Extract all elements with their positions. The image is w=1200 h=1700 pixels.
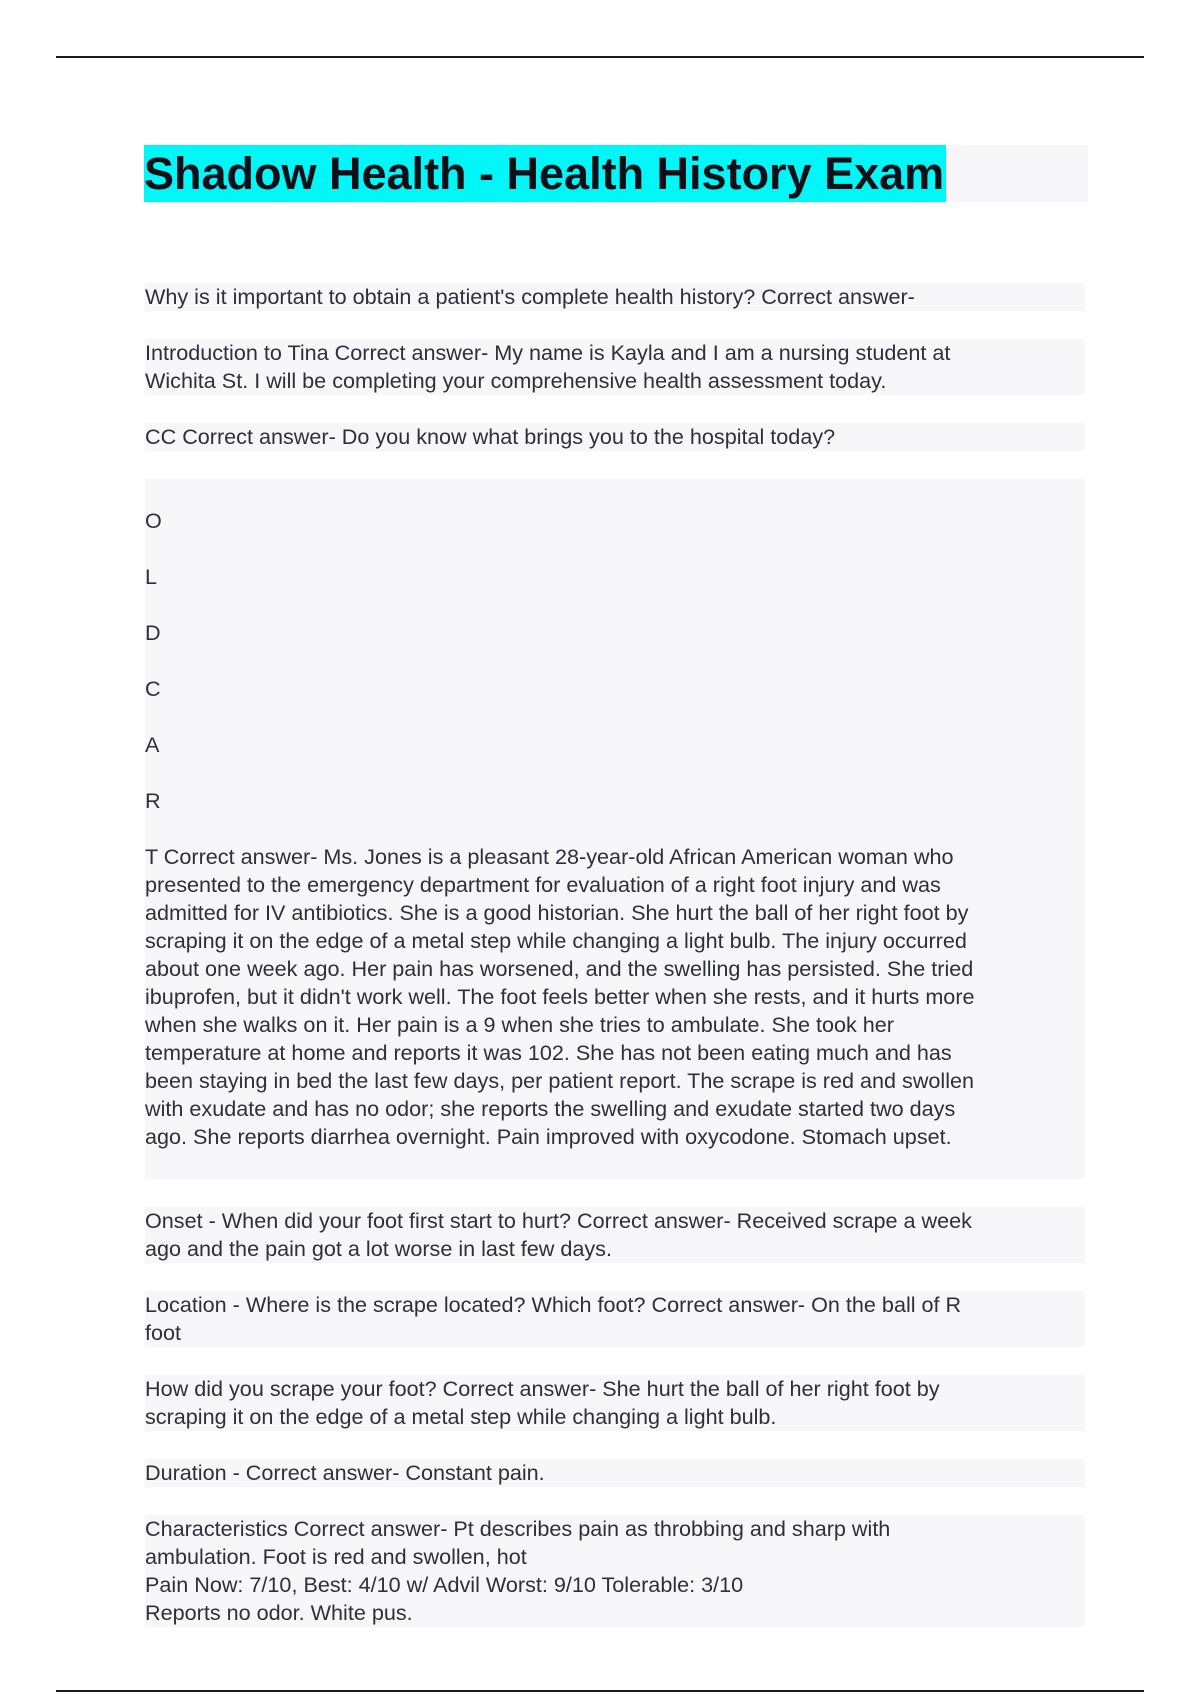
paragraph-duration: Duration - Correct answer- Constant pain. bbox=[145, 1459, 1085, 1487]
oldcart-letter-c: C bbox=[145, 676, 161, 701]
oldcart-letter-d: D bbox=[145, 620, 161, 645]
paragraph-onset: Onset - When did your foot first start to hurt? Correct answer- Received scrape a week ago and the pain got a lot worse in last few days. bbox=[145, 1207, 1085, 1263]
characteristics-odor-pus: Reports no odor. White pus. bbox=[145, 1600, 413, 1625]
paragraph-characteristics bbox=[145, 1515, 1085, 1627]
oldcart-letter-r: R bbox=[145, 788, 161, 813]
characteristics-description: Characteristics Correct answer- Pt describes pain as throbbing and sharp with ambulation. Foot is red and swollen, hot bbox=[145, 1516, 891, 1569]
paragraph-how-scraped: How did you scrape your foot? Correct answer- She hurt the ball of her right foot by scraping it on the edge of a metal step while changing a light bulb. bbox=[145, 1375, 1085, 1431]
bottom-rule bbox=[56, 1690, 1144, 1692]
characteristics-pain-scale: Pain Now: 7/10, Best: 4/10 w/ Advil Worst: 9/10 Tolerable: 3/10 bbox=[145, 1572, 744, 1597]
oldcart-block bbox=[145, 479, 1085, 1179]
top-rule bbox=[56, 56, 1144, 58]
oldcart-answer: T Correct answer- Ms. Jones is a pleasant 28-year-old African American woman who presented to the emergency department for evaluation of a right foot injury and was admitted for IV antibiotics. She is a good historian. She hurt the ball of her right foot by scraping it on the edge of a metal step while changing a light bulb. The injury occurred about one week ago. Her pain has worsened, and the swelling has persisted. She tried ibuprofen, but it didn't work well. The foot feels better when she rests, and it hurts more when she walks on it. Her pain is a 9 when she tries to ambulate. She took her temperature at home and reports it was 102. She has not been eating much and has been staying in bed the last few days, per patient report. The scrape is red and swollen with exudate and has no odor; she reports the swelling and exudate started two days ago. She reports diarrhea overnight. Pain improved with oxycodone. Stomach upset. bbox=[145, 844, 975, 1149]
page-title: Shadow Health - Health History Exam bbox=[144, 145, 946, 202]
paragraph-why-history: Why is it important to obtain a patient's complete health history? Correct answer- bbox=[145, 283, 1085, 311]
paragraph-chief-complaint: CC Correct answer- Do you know what brings you to the hospital today? bbox=[145, 423, 1085, 451]
paragraph-location: Location - Where is the scrape located? Which foot? Correct answer- On the ball of R foot bbox=[145, 1291, 1085, 1347]
title-band bbox=[144, 145, 1088, 202]
oldcart-letter-o: O bbox=[145, 508, 162, 533]
document-body bbox=[145, 283, 1085, 1655]
paragraph-introduction: Introduction to Tina Correct answer- My name is Kayla and I am a nursing student at Wichita St. I will be completing your comprehensive health assessment today. bbox=[145, 339, 1085, 395]
oldcart-letter-l: L bbox=[145, 564, 158, 589]
oldcart-letter-a: A bbox=[145, 732, 160, 757]
